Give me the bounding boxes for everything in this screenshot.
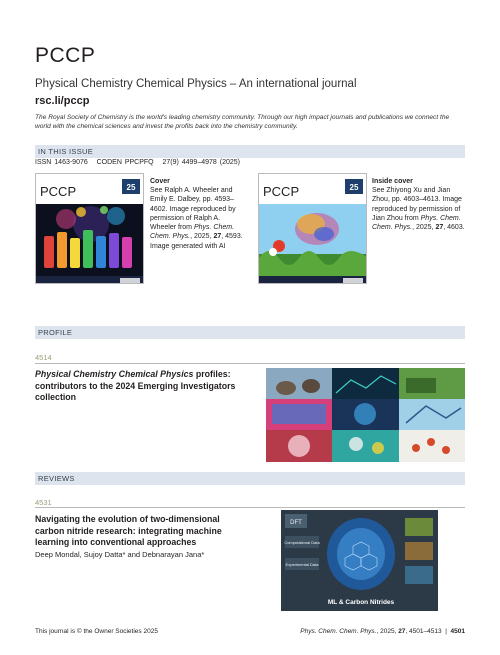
rsc-blurb: The Royal Society of Chemistry is the world's leading chemistry community. Through our high impact journals and publications we connect the world with the chemical sciences and invest the profits back into the chemistry community. bbox=[35, 114, 450, 131]
review-ml-illustration bbox=[281, 510, 438, 611]
review-graphic-dft: DFT bbox=[290, 520, 302, 526]
footer-journal: Phys. Chem. Chem. Phys. bbox=[300, 628, 377, 635]
cover-caption-volume: 27 bbox=[213, 233, 222, 241]
inside-cover-caption-end: , 4603. bbox=[443, 224, 465, 232]
cover-illustration bbox=[36, 174, 144, 284]
inside-cover-caption-journal: Phys. Chem. Chem. Phys. bbox=[372, 214, 461, 232]
cover-logo: PCCP bbox=[40, 184, 77, 199]
cover-caption-end: , 4593. Image generated with AI bbox=[150, 233, 243, 250]
review-authors: Deep Mondal, Sujoy Datta* and Debnarayan Jana* bbox=[35, 550, 205, 559]
profile-title[interactable] bbox=[35, 369, 245, 404]
review-graphic-ml-label: ML & Carbon Nitrides bbox=[327, 599, 395, 606]
footer-volume: 27 bbox=[398, 628, 406, 635]
footer-year: , 2025, bbox=[376, 628, 397, 635]
footer-page-number: 4501 bbox=[450, 628, 465, 635]
profile-graphic[interactable] bbox=[266, 368, 465, 462]
profile-title-rest: profiles: contributors to the 2024 Emerging Investigators collection bbox=[35, 369, 236, 403]
cover-caption bbox=[150, 177, 248, 251]
cover-label: Cover bbox=[150, 178, 170, 185]
in-this-issue-bar: IN THIS ISSUE bbox=[35, 145, 465, 158]
journal-subtitle: Physical Chemistry Chemical Physics – An international journal bbox=[35, 78, 357, 90]
cover-image[interactable] bbox=[35, 173, 144, 284]
footer-separator: | bbox=[445, 628, 447, 635]
issn: ISSN 1463-9076 bbox=[35, 159, 88, 166]
inside-cover-image[interactable] bbox=[258, 173, 367, 284]
inside-cover-caption-year: , 2025, bbox=[412, 224, 434, 232]
reviews-rule bbox=[35, 507, 465, 508]
issue-meta bbox=[35, 159, 240, 166]
profile-collage-illustration bbox=[266, 368, 465, 462]
inside-cover-caption-text: See Zhiyong Xu and Jian Zhou, pp. 4603–4613. Image reproduced by permission of Jian Zhou from bbox=[372, 187, 462, 222]
cover-caption-text: See Ralph A. Wheeler and Emily E. Dalbey, pp. 4593–4602. Image reproduced by permission of Ralph A. Wheeler from bbox=[150, 187, 236, 232]
inside-cover-label: Inside cover bbox=[372, 178, 413, 185]
reviews-bar: REVIEWS bbox=[35, 472, 465, 485]
coden: CODEN PPCPFQ bbox=[96, 159, 154, 166]
footer-copyright: This journal is © the Owner Societies 2025 bbox=[35, 628, 158, 635]
footer-citation bbox=[300, 628, 465, 635]
inside-cover-badge: 25 bbox=[349, 183, 359, 192]
profile-rule bbox=[35, 363, 465, 364]
cover-badge: 25 bbox=[126, 183, 136, 192]
profile-bar: PROFILE bbox=[35, 326, 465, 339]
volume-pages: 27(9) 4499–4978 (2025) bbox=[162, 159, 240, 166]
review-title[interactable]: Navigating the evolution of two-dimensional carbon nitride research: integrating machine learning into conventional approaches bbox=[35, 514, 222, 548]
inside-cover-illustration bbox=[259, 174, 367, 284]
profile-title-journal: Physical Chemistry Chemical Physics bbox=[35, 369, 194, 379]
inside-cover-caption bbox=[372, 177, 470, 232]
cover-caption-year: , 2025, bbox=[190, 233, 212, 241]
review-graphic-experimental: Experimental Data bbox=[285, 562, 319, 567]
inside-cover-caption-volume: 27 bbox=[435, 224, 444, 232]
inside-cover-logo: PCCP bbox=[263, 184, 300, 199]
journal-url-link[interactable]: rsc.li/pccp bbox=[35, 95, 90, 107]
review-graphic[interactable] bbox=[281, 510, 438, 611]
journal-title: PCCP bbox=[35, 44, 96, 67]
profile-page-number: 4514 bbox=[35, 353, 52, 362]
footer-pages: , 4501–4513 bbox=[405, 628, 442, 635]
review-graphic-computational: Computational Data bbox=[284, 540, 320, 545]
cover-caption-journal: Phys. Chem. Chem. Phys. bbox=[150, 224, 235, 241]
reviews-page-number: 4531 bbox=[35, 498, 52, 507]
